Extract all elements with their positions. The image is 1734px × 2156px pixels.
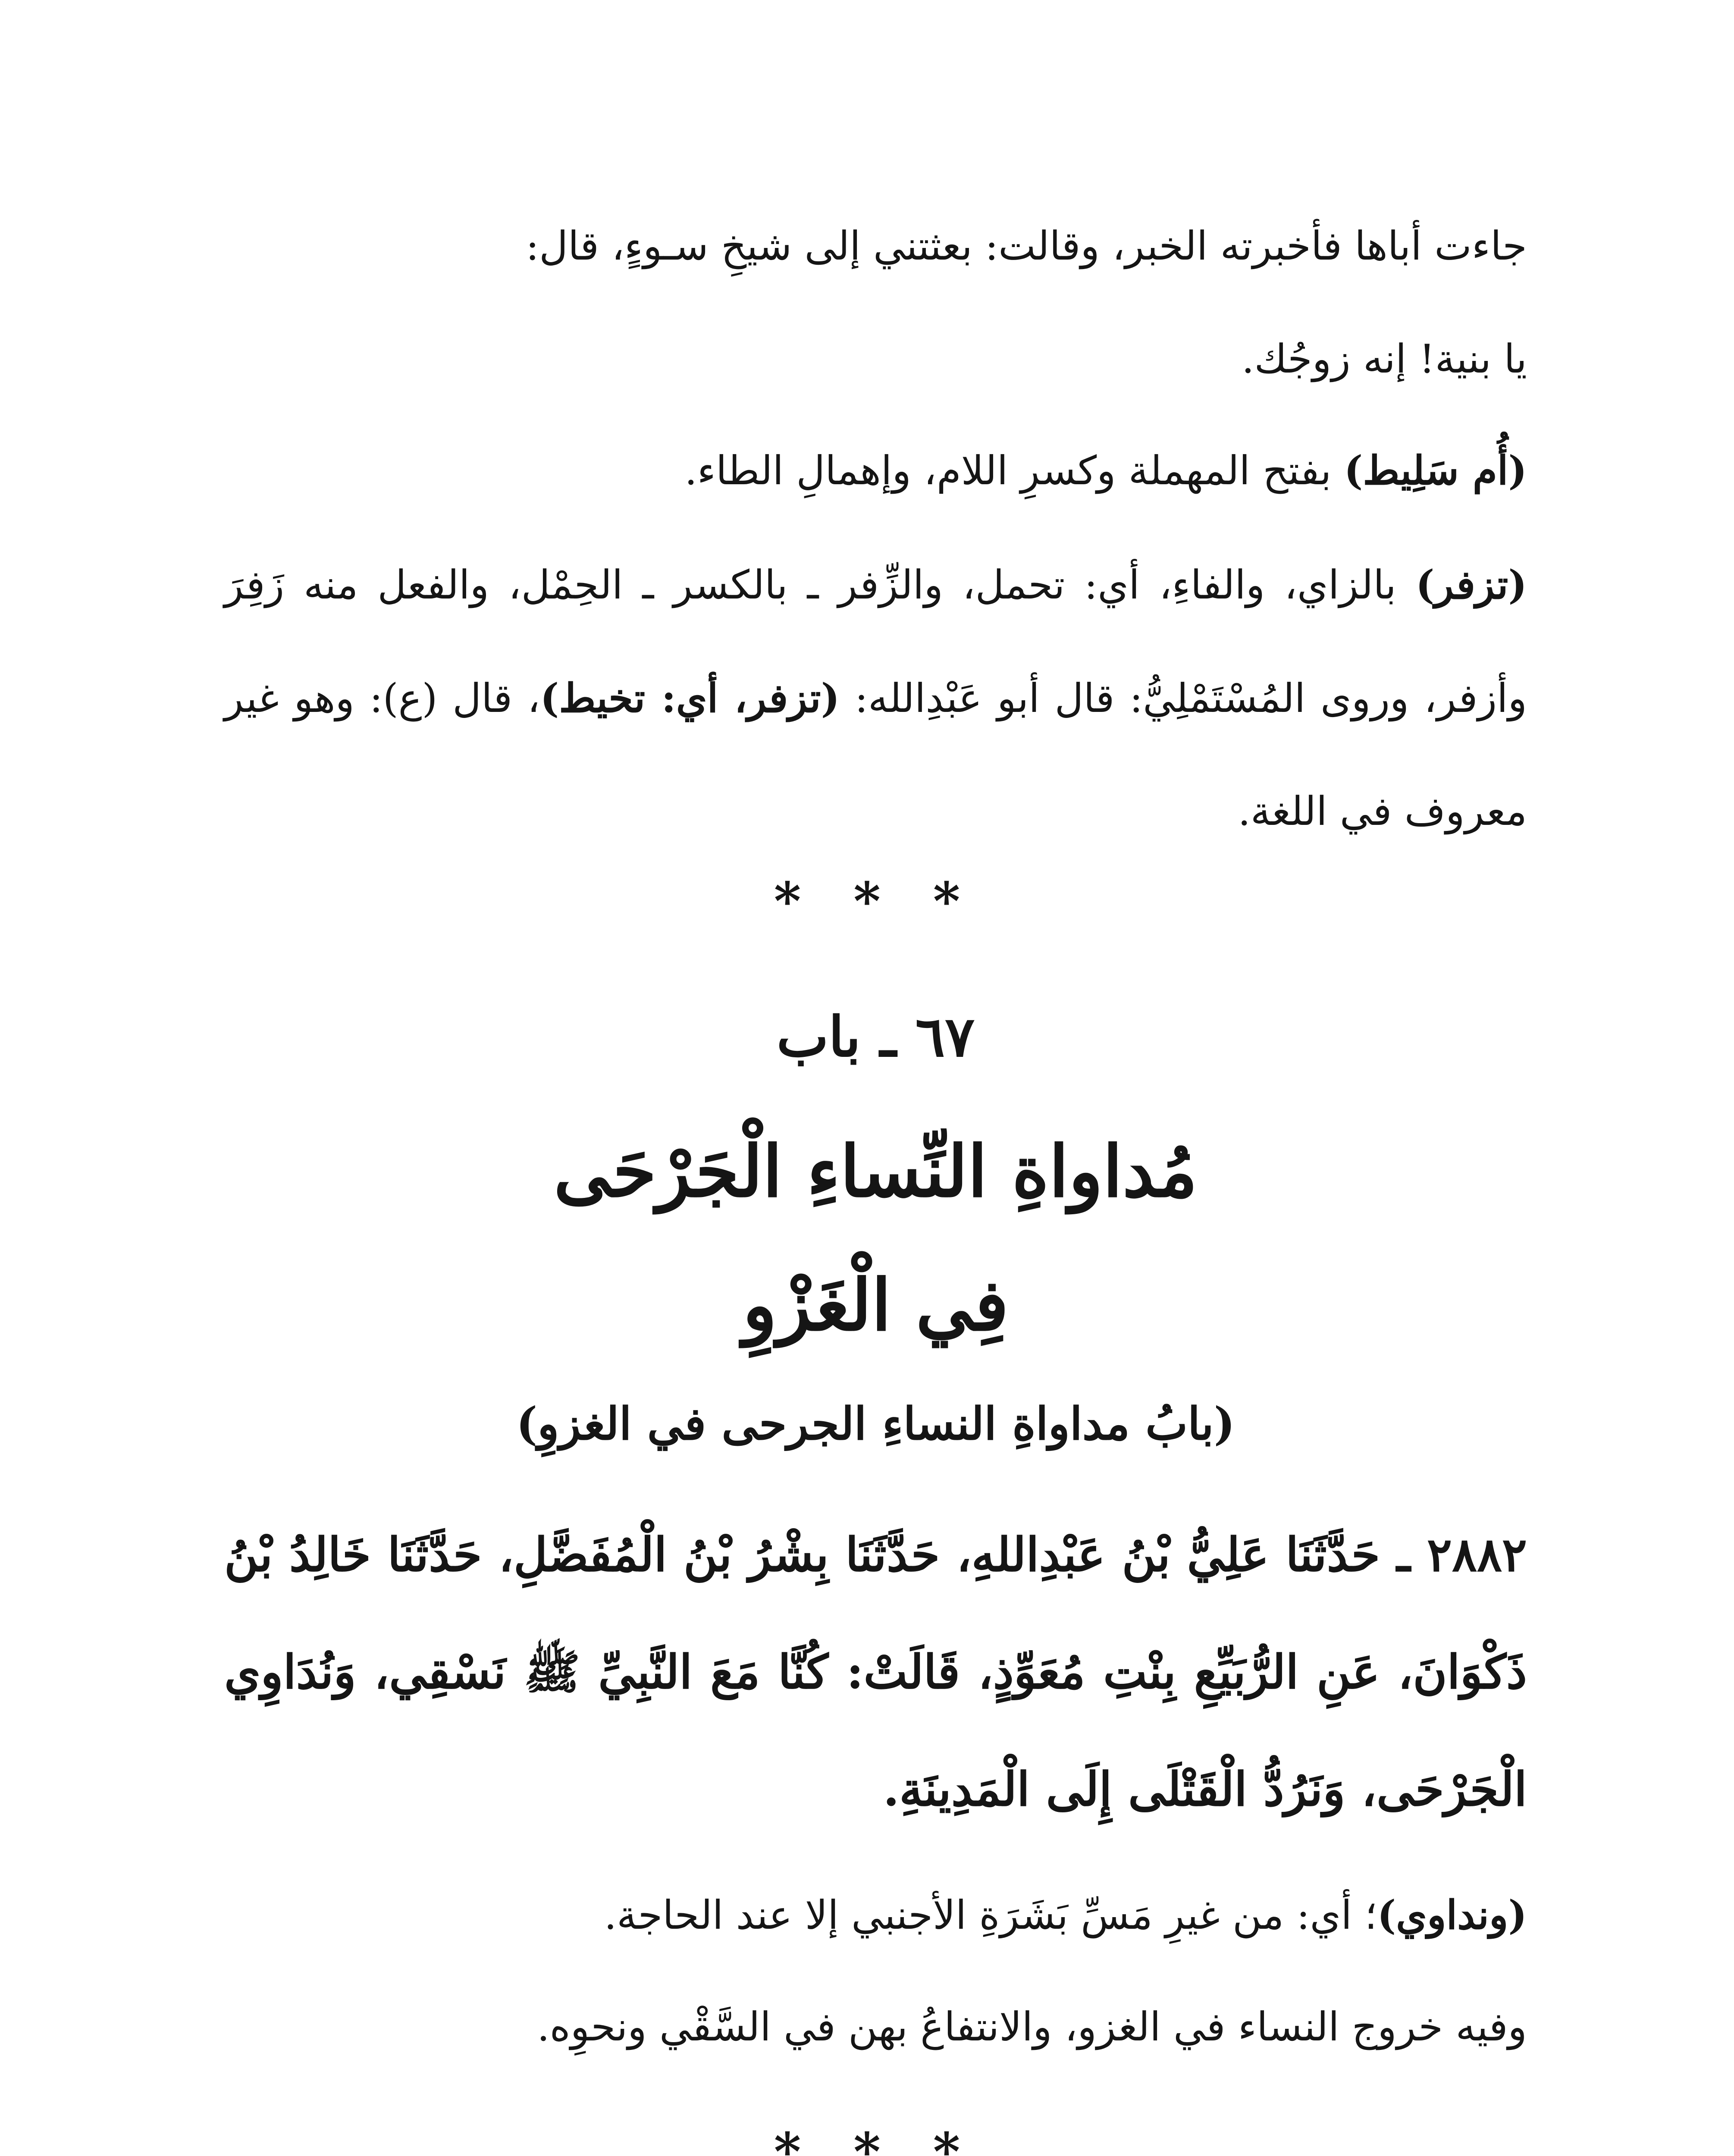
commentary-term: (تزفر): [1415, 561, 1527, 608]
commentary-paragraph-benefit: وفيه خروج النساء في الغزو، والانتفاعُ بهن في السَّقْي ونحوِه.: [537, 2004, 1527, 2050]
commentary-paragraph-umm-sulayt: [224, 414, 1527, 527]
chapter-number-heading: ٦٧ ـ باب: [776, 1005, 975, 1069]
section-separator-end: * * *: [774, 2122, 978, 2156]
commentary-paragraph-nudawi: [224, 1858, 1527, 1972]
commentary-text: بالزاي، والفاءِ، أي: تحمل، والزِّفر ـ بالكسر ـ الحِمْل، والفعل منه زَفِرَ وأزفر، وروى المُسْتَمْلِيُّ: قال أبو عَبْدِالله:: [224, 562, 1527, 721]
commentary-line-2: يا بنية! إنه زوجُك.: [1242, 336, 1527, 382]
section-separator: * * *: [774, 871, 978, 932]
chapter-title-line-1: مُداواةِ النِّساءِ الْجَرْحَى: [554, 1130, 1198, 1213]
commentary-term: (ونداوي): [1377, 1892, 1527, 1938]
chapter-title-line-2: فِي الْغَزْوِ: [743, 1263, 1009, 1347]
hadith-text: ٢٨٨٢ ـ حَدَّثَنَا عَلِيُّ بْنُ عَبْدِاللهِ، حَدَّثَنَا بِشْرُ بْنُ الْمُفَضَّلِ، حَدَّثَنَا خَالِدُ بْنُ ذَكْوَانَ، عَنِ الرُّبَيِّعِ بِنْتِ مُعَوِّذٍ، قَالَتْ: كُنَّا مَعَ النَّبِيِّ ﷺ نَسْقِي، وَنُدَاوِي الْجَرْحَى، وَنَرُدُّ الْقَتْلَى إِلَى الْمَدِينَةِ.: [224, 1528, 1527, 1817]
book-page: [224, 0, 1527, 2156]
commentary-text: بفتح المهملة وكسرِ اللام، وإهمالِ الطاء.: [684, 448, 1344, 494]
commentary-text-2: ، قال (ع): وهو غير معروف في اللغة.: [224, 675, 1527, 834]
commentary-term: (أُم سَلِيط): [1344, 447, 1527, 494]
commentary-paragraph-tazfir: [224, 528, 1527, 868]
commentary-term-2: (تزفر، أي: تخيط): [540, 675, 840, 721]
commentary-paragraph-continuation: [224, 190, 1527, 416]
commentary-text: ؛ أي: من غيرِ مَسِّ بَشَرَةِ الأجنبي إلا عند الحاجة.: [604, 1892, 1377, 1938]
chapter-commentary-heading: (بابُ مداواةِ النساءِ الجرحى في الغزوِ): [516, 1397, 1235, 1450]
commentary-line-1: جاءت أباها فأخبرته الخبر، وقالت: بعثتني إلى شيخِ سـوءٍ، قال:: [526, 223, 1527, 269]
